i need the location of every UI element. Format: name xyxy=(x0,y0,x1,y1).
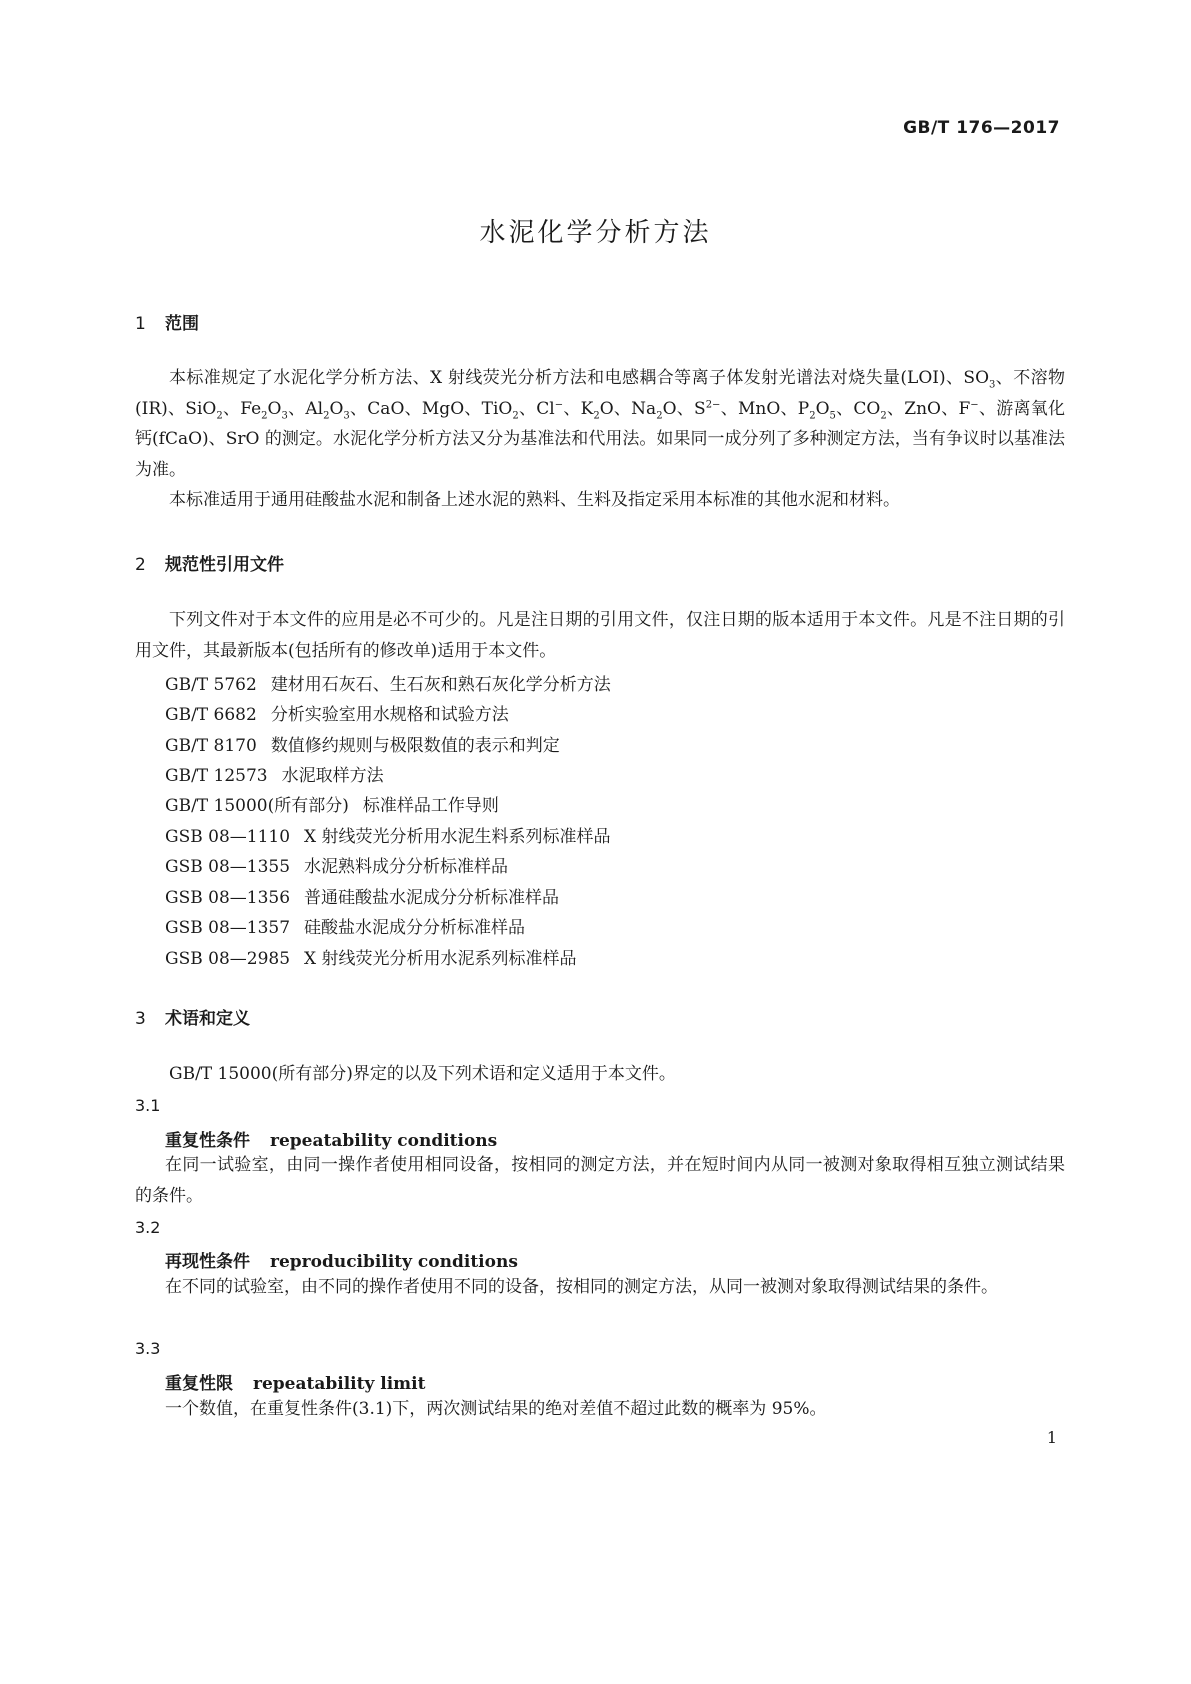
reference-item: GB/T 6682 分析实验室用水规格和试验方法 xyxy=(165,705,509,725)
section-number: 1 xyxy=(135,314,146,334)
document-title: 水泥化学分析方法 xyxy=(479,218,712,248)
term-definition: 一个数值，在重复性条件(3.1)下，两次测试结果的绝对差值不超过此数的概率为 95%。 xyxy=(165,1399,827,1419)
section-2-heading xyxy=(135,550,284,575)
term-definition: 在同一试验室，由同一操作者使用相同设备，按相同的测定方法，并在短时间内从同一被测对象取得相互独立测试结果的条件。 xyxy=(135,1155,1065,1206)
reference-item: GSB 08—1355 水泥熟料成分分析标准样品 xyxy=(165,857,509,877)
section-number: 2 xyxy=(135,555,146,575)
scope-paragraph-2: 本标准适用于通用硅酸盐水泥和制备上述水泥的熟料、生料及指定采用本标准的其他水泥和材料。 xyxy=(169,490,900,510)
term-number: 3.1 xyxy=(135,1096,161,1115)
standard-number: GB/T 176—2017 xyxy=(903,118,1060,138)
reference-item: GSB 08—1110 X 射线荧光分析用水泥生料系列标准样品 xyxy=(165,827,611,847)
references-intro: 下列文件对于本文件的应用是必不可少的。凡是注日期的引用文件，仅注日期的版本适用于本文件。凡是不注日期的引用文件，其最新版本(包括所有的修改单)适用于本文件。 xyxy=(135,610,1065,661)
terms-intro: GB/T 15000(所有部分)界定的以及下列术语和定义适用于本文件。 xyxy=(169,1064,676,1084)
reference-item: GB/T 8170 数值修约规则与极限数值的表示和判定 xyxy=(165,736,560,756)
section-3-heading xyxy=(135,1004,250,1029)
reference-item: GB/T 5762 建材用石灰石、生石灰和熟石灰化学分析方法 xyxy=(165,675,611,695)
term-number: 3.3 xyxy=(135,1339,161,1358)
reference-item: GB/T 15000(所有部分) 标准样品工作导则 xyxy=(165,796,499,816)
reference-item: GSB 08—2985 X 射线荧光分析用水泥系列标准样品 xyxy=(165,949,577,969)
reference-item: GSB 08—1356 普通硅酸盐水泥成分分析标准样品 xyxy=(165,888,560,908)
term-definition: 在不同的试验室，由不同的操作者使用不同的设备，按相同的测定方法，从同一被测对象取得测试结果的条件。 xyxy=(165,1277,998,1297)
section-1-heading xyxy=(135,309,199,334)
term-number: 3.2 xyxy=(135,1218,161,1237)
section-title: 术语和定义 xyxy=(165,1009,250,1029)
page-number: 1 xyxy=(1046,1428,1057,1447)
scope-paragraph-1: 本标准规定了水泥化学分析方法、X 射线荧光分析方法和电感耦合等离子体发射光谱法对烧失量(LOI)、$SO_3$、不溶物(IR)、SiO$_2$、$Fe_2O_3$、$Al_2O_3$、CaO、MgO、TiO$_2$、Cl−、$K_2O$、$Na_2O$、$S^{2-}$、MnO、$P_2O_5$、$CO_2$、ZnO、F−、游离氧化钙(fCaO)、SrO 的测定。水泥化学分析方法又分为基准法和代用法。如果同一成分列了多种测定方法，当有争议时以基准法为准。 xyxy=(135,368,1066,480)
section-title: 范围 xyxy=(165,314,199,334)
term-heading: 重复性条件 repeatability conditions xyxy=(165,1131,498,1151)
term-heading: 重复性限 repeatability limit xyxy=(165,1374,426,1394)
term-heading: 再现性条件 reproducibility conditions xyxy=(165,1252,518,1272)
section-title: 规范性引用文件 xyxy=(165,555,284,575)
reference-item: GSB 08—1357 硅酸盐水泥成分分析标准样品 xyxy=(165,918,526,938)
reference-item: GB/T 12573 水泥取样方法 xyxy=(165,766,384,786)
section-number: 3 xyxy=(135,1009,146,1029)
